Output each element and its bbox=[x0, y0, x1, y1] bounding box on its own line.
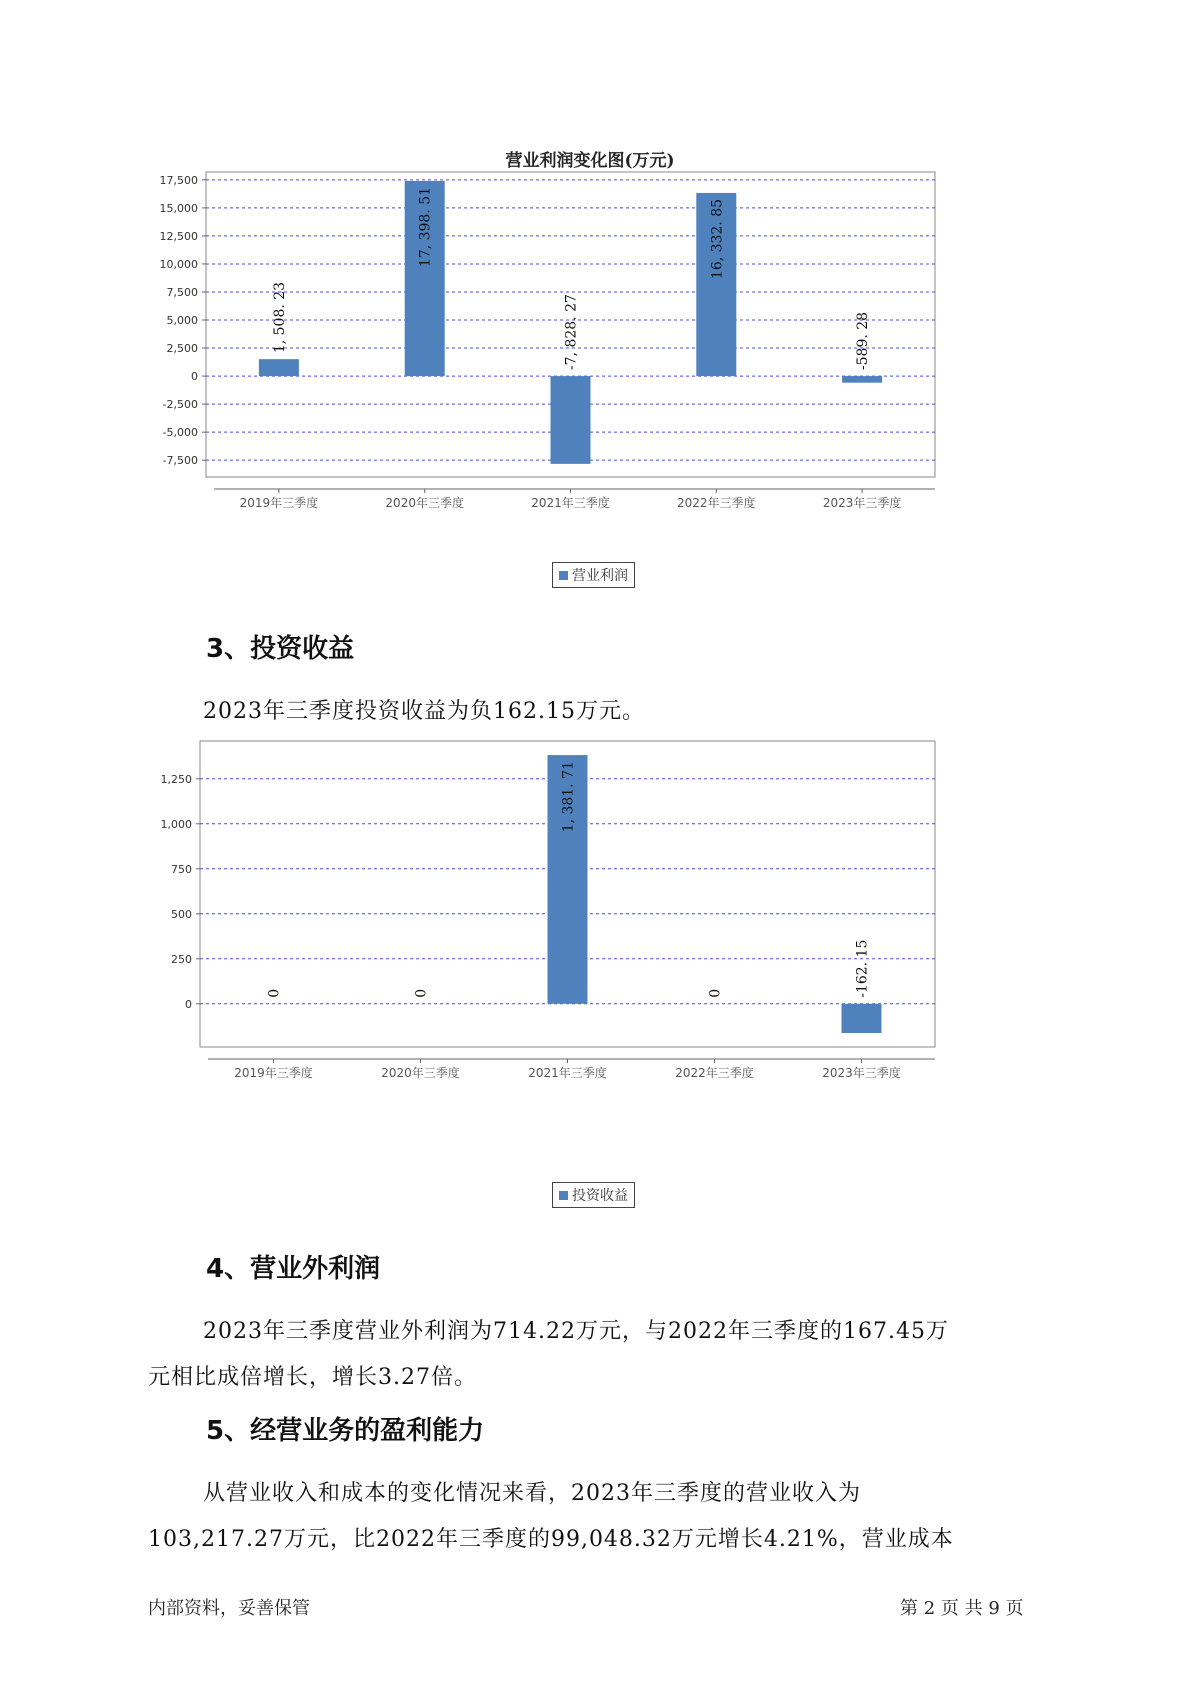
y-tick-label: 250 bbox=[171, 952, 192, 966]
bar-value-label: 1, 381. 71 bbox=[560, 761, 577, 833]
x-tick-label: 2023年三季度 bbox=[822, 496, 902, 510]
investment-income-chart bbox=[150, 750, 1030, 1220]
chart-title: 营业利润变化图(万元) bbox=[505, 151, 675, 171]
x-tick-label: 2021年三季度 bbox=[528, 1066, 607, 1080]
bar-value-label: 17, 398. 51 bbox=[417, 186, 434, 268]
bar-value-label: 0 bbox=[707, 988, 724, 998]
section-4-heading: 4、营业外利润 bbox=[206, 1254, 381, 1284]
x-tick-label: 2023年三季度 bbox=[822, 1066, 901, 1080]
legend-label: 营业利润 bbox=[572, 568, 628, 584]
section-4-line-2: 元相比成倍增长，增长3.27倍。 bbox=[148, 1365, 477, 1390]
y-tick-label: 5,000 bbox=[166, 314, 198, 328]
y-tick-label: 2,500 bbox=[166, 342, 198, 356]
y-tick-label: 750 bbox=[171, 862, 192, 876]
y-tick-label: -5,000 bbox=[162, 426, 198, 440]
x-tick-label: 2020年三季度 bbox=[385, 496, 464, 510]
bar bbox=[259, 359, 299, 376]
bar-value-label: -7, 828. 27 bbox=[563, 294, 580, 371]
section-3-text: 2023年三季度投资收益为负162.15万元。 bbox=[203, 699, 645, 724]
y-tick-label: 0 bbox=[191, 370, 198, 384]
bar bbox=[842, 1004, 882, 1033]
x-tick-label: 2021年三季度 bbox=[531, 496, 610, 510]
bar-value-label: -589. 28 bbox=[855, 311, 872, 371]
footer-left: 内部资料，妥善保管 bbox=[148, 1598, 310, 1619]
y-tick-label: 0 bbox=[185, 997, 192, 1011]
x-tick-label: 2019年三季度 bbox=[239, 496, 319, 510]
bar-value-label: 1, 508. 23 bbox=[271, 281, 288, 354]
chart-canvas bbox=[150, 130, 1030, 600]
y-tick-label: -2,500 bbox=[162, 398, 198, 412]
chart-canvas bbox=[150, 750, 1030, 1220]
bar-value-label: -162. 15 bbox=[854, 939, 871, 998]
bar bbox=[842, 376, 882, 383]
y-tick-label: 15,000 bbox=[159, 201, 198, 215]
bar bbox=[551, 376, 591, 464]
x-tick-label: 2022年三季度 bbox=[675, 1066, 754, 1080]
bar-value-label: 0 bbox=[413, 988, 430, 998]
section-5-line-1: 从营业收入和成本的变化情况来看，2023年三季度的营业收入为 bbox=[203, 1481, 861, 1506]
chart-legend bbox=[552, 562, 635, 588]
y-tick-label: 1,000 bbox=[160, 817, 192, 831]
y-tick-label: 10,000 bbox=[159, 257, 198, 271]
y-tick-label: 12,500 bbox=[159, 229, 198, 243]
y-tick-label: 7,500 bbox=[166, 285, 198, 299]
x-tick-label: 2022年三季度 bbox=[677, 496, 756, 510]
y-tick-label: -7,500 bbox=[162, 454, 198, 468]
x-tick-label: 2020年三季度 bbox=[381, 1066, 460, 1080]
bar-value-label: 0 bbox=[266, 988, 283, 998]
y-tick-label: 17,500 bbox=[159, 173, 198, 187]
legend-swatch bbox=[559, 571, 568, 580]
legend-swatch bbox=[559, 1191, 568, 1200]
bar-value-label: 16, 332. 85 bbox=[709, 198, 726, 280]
footer-page-number: 第 2 页 共 9 页 bbox=[900, 1598, 1024, 1619]
x-tick-label: 2019年三季度 bbox=[234, 1066, 313, 1080]
chart-legend bbox=[552, 1182, 635, 1208]
legend-label: 投资收益 bbox=[572, 1188, 628, 1204]
section-4-line-1: 2023年三季度营业外利润为714.22万元，与2022年三季度的167.45万 bbox=[203, 1319, 949, 1344]
section-5-heading: 5、经营业务的盈利能力 bbox=[206, 1416, 485, 1446]
section-3-heading: 3、投资收益 bbox=[206, 634, 355, 664]
y-tick-label: 500 bbox=[171, 907, 192, 921]
section-5-line-2: 103,217.27万元，比2022年三季度的99,048.32万元增长4.21%，营业成本 bbox=[148, 1527, 954, 1552]
operating-profit-chart bbox=[150, 130, 1030, 600]
y-tick-label: 1,250 bbox=[160, 772, 192, 786]
